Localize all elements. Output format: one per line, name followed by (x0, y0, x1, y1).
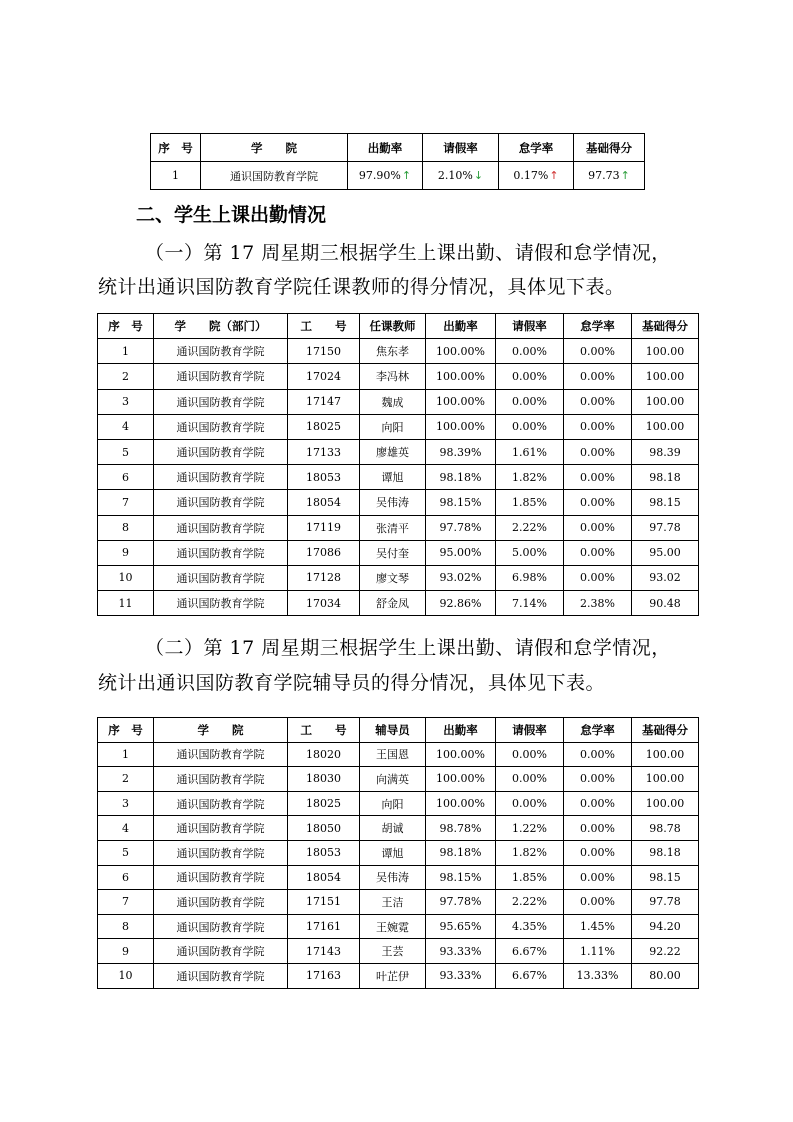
cell-leave (423, 162, 499, 190)
cell-staff-id: 17133 (288, 439, 360, 464)
cell-attendance: 95.00% (426, 540, 496, 565)
cell-no: 1 (98, 742, 154, 767)
cell-name: 王芸 (360, 939, 426, 964)
cell-name: 叶芷伊 (360, 963, 426, 988)
cell-truancy: 0.00% (564, 490, 632, 515)
cell-attendance: 93.33% (426, 963, 496, 988)
cell-no: 1 (151, 162, 201, 190)
table-row (98, 540, 699, 565)
cell-truancy: 0.00% (564, 389, 632, 414)
cell-college: 通识国防教育学院 (154, 963, 288, 988)
table-row (98, 465, 699, 490)
cell-attendance: 92.86% (426, 591, 496, 616)
header-cell: 序 号 (98, 314, 154, 339)
cell-attendance: 98.18% (426, 465, 496, 490)
attendance-value: 97.90% (358, 169, 401, 182)
cell-score: 100.00 (632, 742, 699, 767)
table-row (98, 490, 699, 515)
cell-leave: 5.00% (496, 540, 564, 565)
cell-name: 谭旭 (360, 840, 426, 865)
cell-truancy: 1.11% (564, 939, 632, 964)
cell-staff-id: 18025 (288, 414, 360, 439)
cell-score: 100.00 (632, 767, 699, 792)
arrow-up-icon: ↑ (620, 169, 630, 182)
cell-truancy: 0.00% (564, 890, 632, 915)
arrow-up-icon: ↑ (549, 169, 559, 182)
cell-score: 98.18 (632, 465, 699, 490)
cell-truancy: 0.00% (564, 791, 632, 816)
cell-score: 100.00 (632, 339, 699, 364)
cell-score: 100.00 (632, 389, 699, 414)
cell-leave: 4.35% (496, 914, 564, 939)
cell-truancy: 0.00% (564, 540, 632, 565)
table-row (98, 414, 699, 439)
cell-no: 3 (98, 791, 154, 816)
header-cell: 怠学率 (564, 314, 632, 339)
cell-truancy: 13.33% (564, 963, 632, 988)
table-row (98, 364, 699, 389)
cell-attendance: 100.00% (426, 389, 496, 414)
cell-leave: 7.14% (496, 591, 564, 616)
header-cell: 辅导员 (360, 718, 426, 743)
cell-name: 向满英 (360, 767, 426, 792)
cell-college: 通识国防教育学院 (154, 389, 288, 414)
cell-name: 魏成 (360, 389, 426, 414)
teacher-score-table (97, 313, 699, 616)
table-row (98, 439, 699, 464)
cell-score: 98.78 (632, 816, 699, 841)
cell-staff-id: 17128 (288, 565, 360, 590)
cell-leave: 0.00% (496, 389, 564, 414)
cell-staff-id: 17086 (288, 540, 360, 565)
cell-staff-id: 17024 (288, 364, 360, 389)
cell-score: 94.20 (632, 914, 699, 939)
cell-attendance: 93.02% (426, 565, 496, 590)
cell-name: 吴伟涛 (360, 490, 426, 515)
cell-leave: 1.82% (496, 465, 564, 490)
cell-name: 李冯林 (360, 364, 426, 389)
table-row (98, 791, 699, 816)
header-cell: 怠学率 (564, 718, 632, 743)
cell-college: 通识国防教育学院 (154, 767, 288, 792)
cell-college: 通识国防教育学院 (154, 816, 288, 841)
cell-score: 100.00 (632, 414, 699, 439)
cell-college: 通识国防教育学院 (154, 840, 288, 865)
cell-college: 通识国防教育学院 (154, 890, 288, 915)
cell-score: 80.00 (632, 963, 699, 988)
table-row (98, 565, 699, 590)
cell-staff-id: 18054 (288, 865, 360, 890)
header-cell: 出勤率 (348, 134, 423, 162)
cell-attendance: 100.00% (426, 767, 496, 792)
cell-name: 吴付奎 (360, 540, 426, 565)
cell-leave: 2.22% (496, 890, 564, 915)
cell-name: 舒金凤 (360, 591, 426, 616)
header-cell: 序 号 (151, 134, 201, 162)
cell-truancy: 0.00% (564, 439, 632, 464)
cell-name: 焦东孝 (360, 339, 426, 364)
cell-college: 通识国防教育学院 (154, 865, 288, 890)
cell-truancy: 0.00% (564, 565, 632, 590)
cell-college: 通识国防教育学院 (201, 162, 348, 190)
cell-attendance: 100.00% (426, 339, 496, 364)
cell-leave: 0.00% (496, 742, 564, 767)
paragraph-line: （二）第 17 周星期三根据学生上课出勤、请假和怠学情况， (145, 637, 671, 659)
cell-staff-id: 17163 (288, 963, 360, 988)
cell-college: 通识国防教育学院 (154, 439, 288, 464)
table-row (98, 865, 699, 890)
cell-attendance: 100.00% (426, 791, 496, 816)
cell-truancy (499, 162, 574, 190)
cell-no: 11 (98, 591, 154, 616)
cell-leave: 6.67% (496, 963, 564, 988)
cell-leave: 1.22% (496, 816, 564, 841)
cell-no: 9 (98, 540, 154, 565)
table-row (98, 890, 699, 915)
table-row (98, 339, 699, 364)
cell-name: 吴伟涛 (360, 865, 426, 890)
leave-value: 2.10% (437, 169, 473, 182)
header-cell: 请假率 (496, 314, 564, 339)
cell-staff-id: 17147 (288, 389, 360, 414)
cell-no: 6 (98, 465, 154, 490)
table-row (98, 914, 699, 939)
cell-score: 92.22 (632, 939, 699, 964)
cell-name: 向阳 (360, 414, 426, 439)
cell-score: 90.48 (632, 591, 699, 616)
cell-attendance: 100.00% (426, 364, 496, 389)
table-row (98, 816, 699, 841)
cell-truancy: 0.00% (564, 816, 632, 841)
cell-no: 4 (98, 816, 154, 841)
cell-name: 胡诚 (360, 816, 426, 841)
cell-no: 1 (98, 339, 154, 364)
table-row (98, 389, 699, 414)
header-cell: 任课教师 (360, 314, 426, 339)
header-cell: 出勤率 (426, 718, 496, 743)
cell-score: 93.02 (632, 565, 699, 590)
header-cell: 学 院 (154, 718, 288, 743)
header-cell: 基础得分 (632, 718, 699, 743)
cell-truancy: 0.00% (564, 364, 632, 389)
cell-truancy: 0.00% (564, 515, 632, 540)
cell-college: 通识国防教育学院 (154, 939, 288, 964)
cell-college: 通识国防教育学院 (154, 364, 288, 389)
counselor-score-table (97, 717, 699, 989)
cell-no: 5 (98, 840, 154, 865)
cell-score: 98.15 (632, 865, 699, 890)
paragraph-line: （一）第 17 周星期三根据学生上课出勤、请假和怠学情况， (145, 242, 671, 264)
cell-no: 2 (98, 767, 154, 792)
cell-attendance (348, 162, 423, 190)
cell-college: 通识国防教育学院 (154, 540, 288, 565)
cell-college: 通识国防教育学院 (154, 914, 288, 939)
cell-leave: 2.22% (496, 515, 564, 540)
cell-staff-id: 17143 (288, 939, 360, 964)
cell-college: 通识国防教育学院 (154, 791, 288, 816)
cell-staff-id: 17034 (288, 591, 360, 616)
cell-name: 张清平 (360, 515, 426, 540)
header-cell: 怠学率 (499, 134, 574, 162)
cell-attendance: 100.00% (426, 742, 496, 767)
cell-leave: 0.00% (496, 414, 564, 439)
cell-staff-id: 18025 (288, 791, 360, 816)
cell-name: 王洁 (360, 890, 426, 915)
cell-college: 通识国防教育学院 (154, 742, 288, 767)
teacher-header-row (98, 314, 699, 339)
cell-leave: 0.00% (496, 364, 564, 389)
cell-truancy: 0.00% (564, 767, 632, 792)
cell-truancy: 0.00% (564, 840, 632, 865)
counselor-header-row (98, 718, 699, 743)
cell-score: 98.18 (632, 840, 699, 865)
cell-college: 通识国防教育学院 (154, 414, 288, 439)
header-cell: 请假率 (496, 718, 564, 743)
cell-college: 通识国防教育学院 (154, 515, 288, 540)
arrow-down-icon: ↓ (473, 169, 484, 182)
cell-score: 98.39 (632, 439, 699, 464)
cell-truancy: 0.00% (564, 465, 632, 490)
cell-no: 10 (98, 963, 154, 988)
cell-attendance: 100.00% (426, 414, 496, 439)
cell-staff-id: 17119 (288, 515, 360, 540)
cell-truancy: 0.00% (564, 414, 632, 439)
cell-leave: 1.61% (496, 439, 564, 464)
summary-header-row (151, 134, 645, 162)
cell-leave: 6.67% (496, 939, 564, 964)
cell-leave: 6.98% (496, 565, 564, 590)
cell-no: 9 (98, 939, 154, 964)
cell-staff-id: 17161 (288, 914, 360, 939)
cell-leave: 1.85% (496, 865, 564, 890)
cell-name: 廖雄英 (360, 439, 426, 464)
cell-score (574, 162, 645, 190)
cell-score: 100.00 (632, 364, 699, 389)
cell-score: 95.00 (632, 540, 699, 565)
table-row (98, 963, 699, 988)
header-cell: 序 号 (98, 718, 154, 743)
cell-score: 98.15 (632, 490, 699, 515)
truancy-value: 0.17% (513, 169, 549, 182)
cell-name: 廖文琴 (360, 565, 426, 590)
cell-college: 通识国防教育学院 (154, 339, 288, 364)
cell-college: 通识国防教育学院 (154, 490, 288, 515)
cell-attendance: 93.33% (426, 939, 496, 964)
cell-name: 谭旭 (360, 465, 426, 490)
cell-no: 4 (98, 414, 154, 439)
cell-truancy: 1.45% (564, 914, 632, 939)
table-row (98, 591, 699, 616)
table-row (98, 840, 699, 865)
header-cell: 出勤率 (426, 314, 496, 339)
cell-attendance: 98.15% (426, 490, 496, 515)
cell-attendance: 98.15% (426, 865, 496, 890)
cell-name: 向阳 (360, 791, 426, 816)
table-row (98, 515, 699, 540)
header-cell: 学 院 (201, 134, 348, 162)
header-cell: 基础得分 (574, 134, 645, 162)
cell-staff-id: 18020 (288, 742, 360, 767)
cell-attendance: 97.78% (426, 890, 496, 915)
cell-staff-id: 18053 (288, 840, 360, 865)
cell-staff-id: 18050 (288, 816, 360, 841)
header-cell: 学 院（部门） (154, 314, 288, 339)
header-cell: 工 号 (288, 718, 360, 743)
table-row (98, 939, 699, 964)
cell-no: 7 (98, 490, 154, 515)
cell-score: 100.00 (632, 791, 699, 816)
cell-truancy: 2.38% (564, 591, 632, 616)
table-row (98, 742, 699, 767)
cell-attendance: 97.78% (426, 515, 496, 540)
cell-no: 3 (98, 389, 154, 414)
table-row (151, 162, 645, 190)
cell-name: 王国恩 (360, 742, 426, 767)
cell-attendance: 95.65% (426, 914, 496, 939)
cell-college: 通识国防教育学院 (154, 465, 288, 490)
cell-staff-id: 17150 (288, 339, 360, 364)
cell-staff-id: 18053 (288, 465, 360, 490)
cell-truancy: 0.00% (564, 865, 632, 890)
cell-score: 97.78 (632, 515, 699, 540)
cell-college: 通识国防教育学院 (154, 591, 288, 616)
paragraph-line: 统计出通识国防教育学院辅导员的得分情况，具体见下表。 (98, 672, 606, 694)
college-summary-table (150, 133, 645, 190)
cell-no: 5 (98, 439, 154, 464)
cell-leave: 1.85% (496, 490, 564, 515)
header-cell: 请假率 (423, 134, 499, 162)
cell-score: 97.78 (632, 890, 699, 915)
cell-no: 10 (98, 565, 154, 590)
cell-attendance: 98.39% (426, 439, 496, 464)
cell-no: 8 (98, 914, 154, 939)
cell-no: 2 (98, 364, 154, 389)
cell-truancy: 0.00% (564, 339, 632, 364)
header-cell: 基础得分 (632, 314, 699, 339)
cell-leave: 0.00% (496, 791, 564, 816)
paragraph-line: 统计出通识国防教育学院任课教师的得分情况，具体见下表。 (98, 276, 625, 298)
cell-staff-id: 18030 (288, 767, 360, 792)
cell-no: 7 (98, 890, 154, 915)
cell-staff-id: 18054 (288, 490, 360, 515)
table-row (98, 767, 699, 792)
cell-truancy: 0.00% (564, 742, 632, 767)
score-value: 97.73 (588, 169, 620, 182)
cell-college: 通识国防教育学院 (154, 565, 288, 590)
cell-name: 王婉霓 (360, 914, 426, 939)
cell-no: 6 (98, 865, 154, 890)
header-cell: 工 号 (288, 314, 360, 339)
cell-attendance: 98.78% (426, 816, 496, 841)
arrow-up-icon: ↑ (401, 169, 412, 182)
cell-no: 8 (98, 515, 154, 540)
cell-leave: 0.00% (496, 339, 564, 364)
cell-staff-id: 17151 (288, 890, 360, 915)
cell-attendance: 98.18% (426, 840, 496, 865)
section-heading: 二、学生上课出勤情况 (136, 204, 327, 226)
cell-leave: 1.82% (496, 840, 564, 865)
cell-leave: 0.00% (496, 767, 564, 792)
